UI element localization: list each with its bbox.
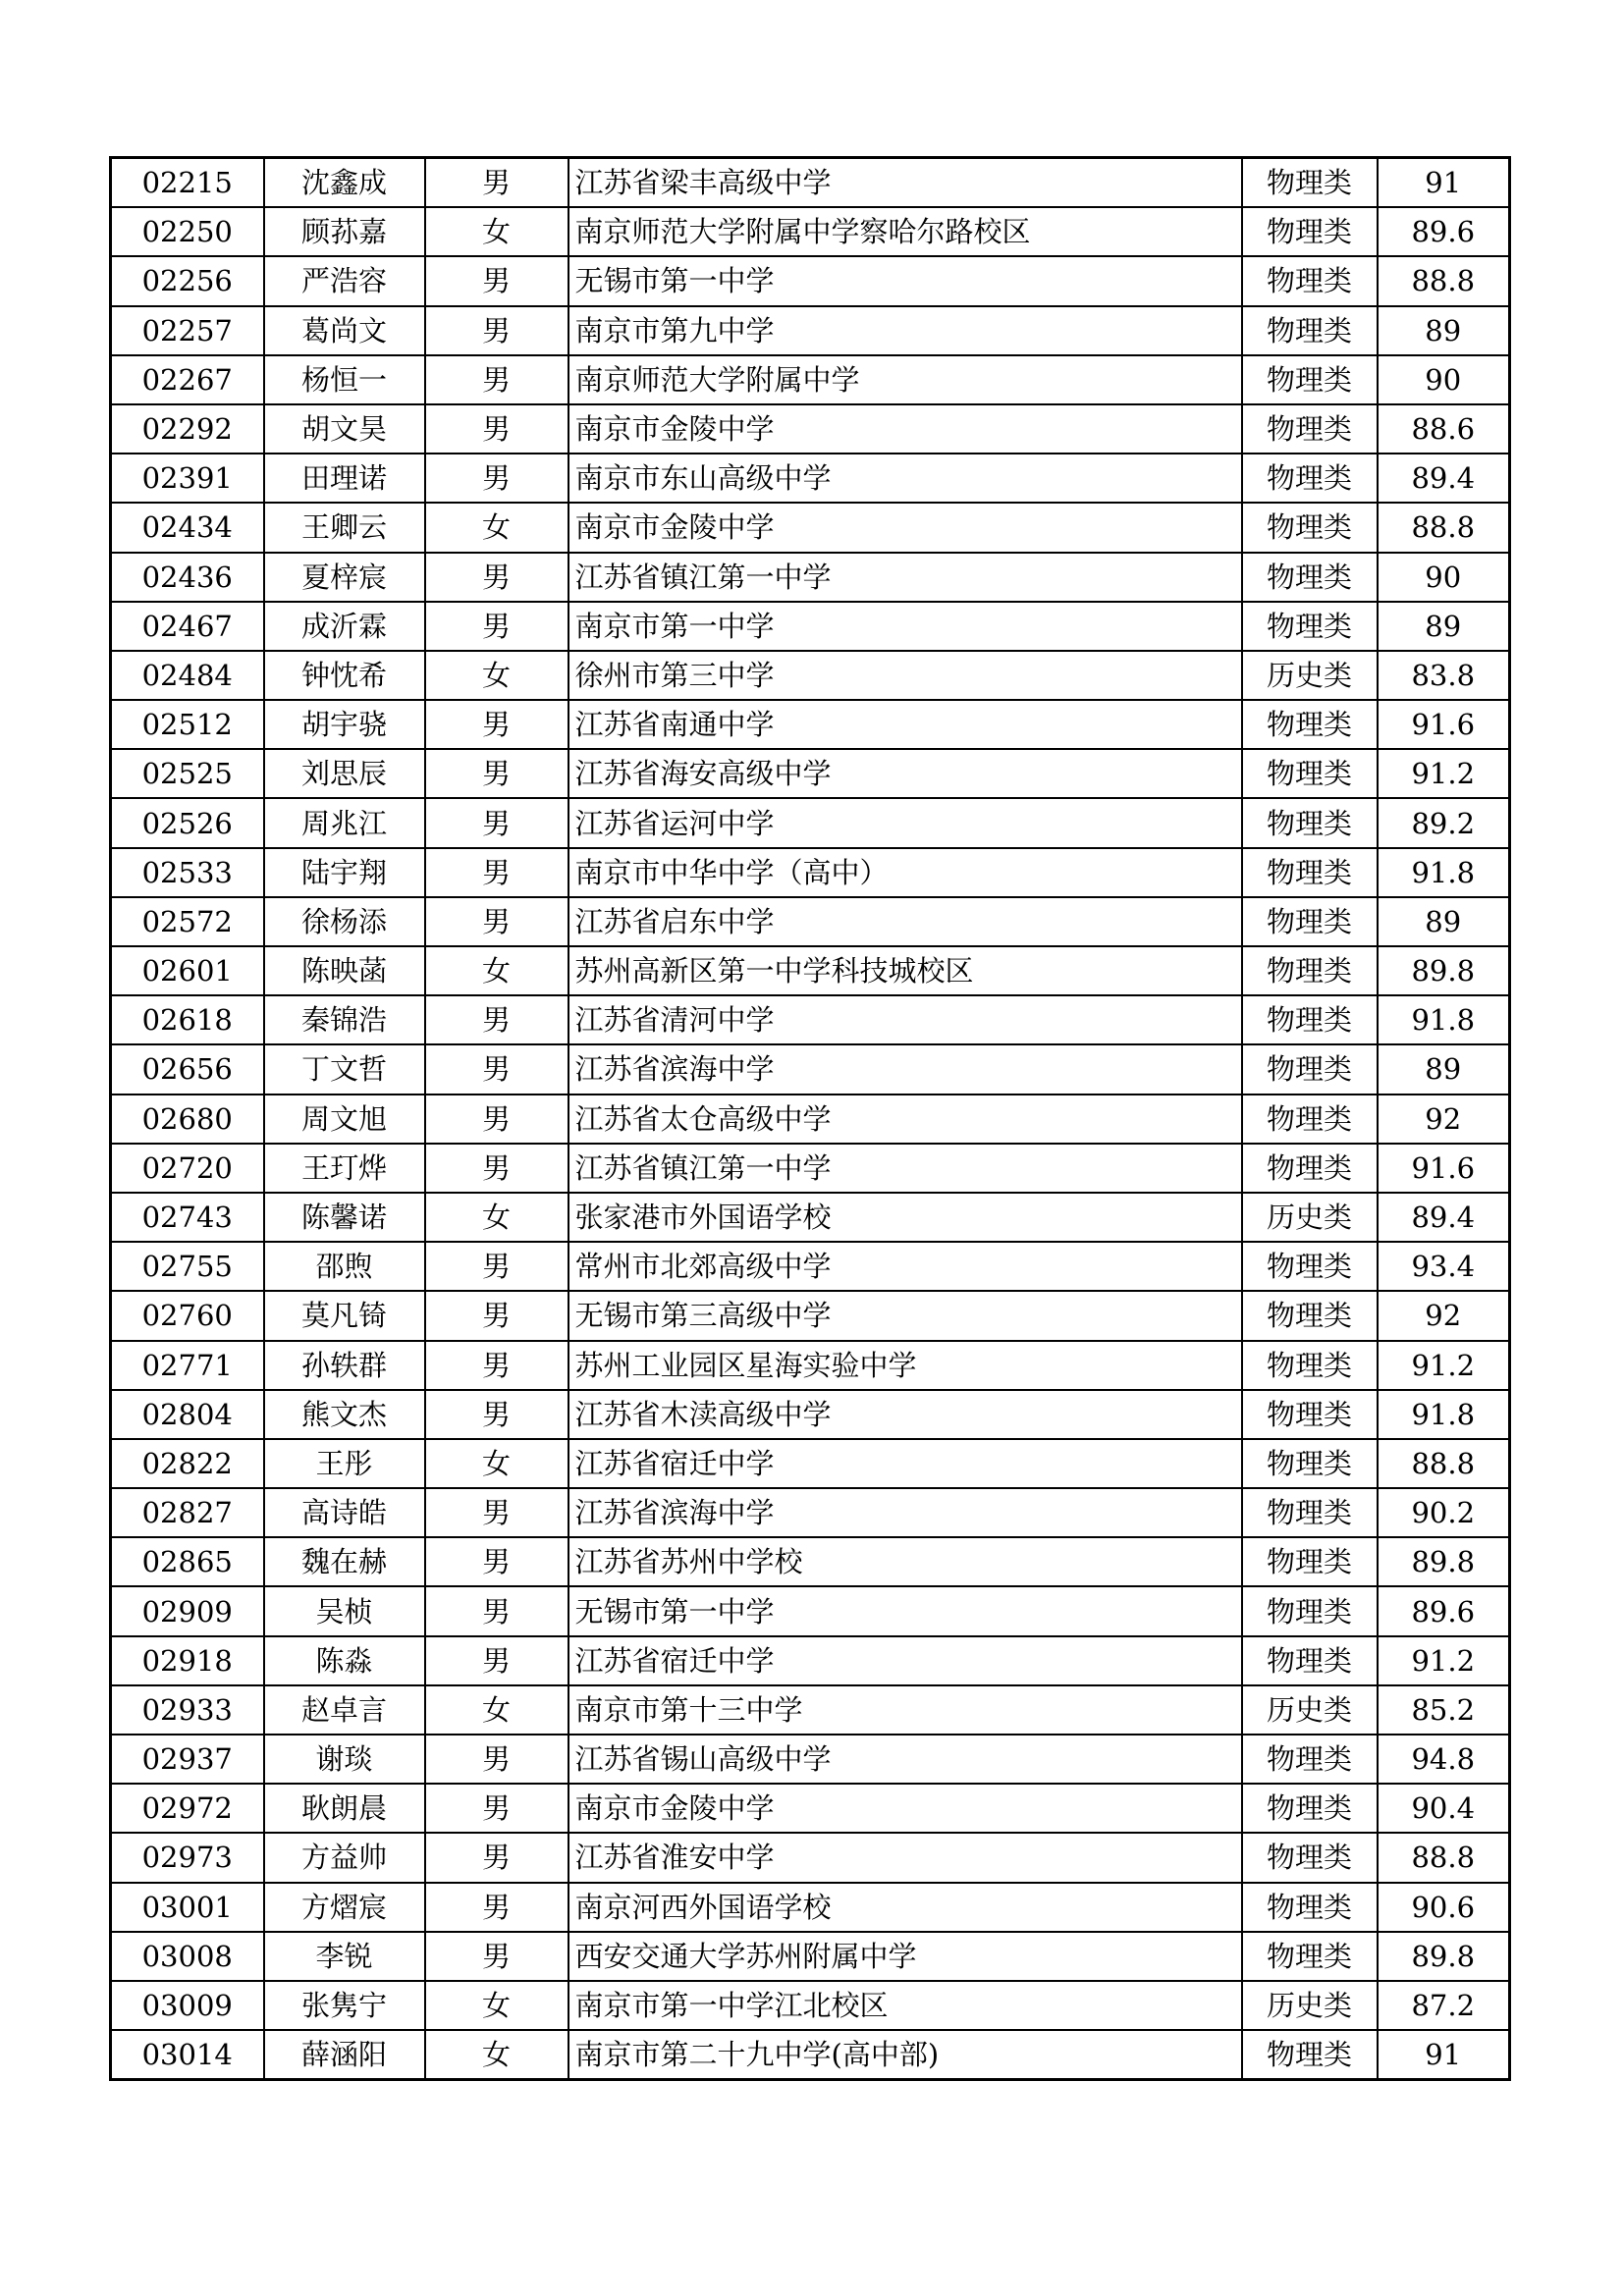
cell-school: 南京师范大学附属中学 (568, 355, 1242, 404)
cell-name: 熊文杰 (264, 1390, 425, 1439)
cell-candidate-id: 02391 (111, 454, 264, 503)
cell-name: 胡宇骁 (264, 700, 425, 749)
cell-candidate-id: 02601 (111, 946, 264, 995)
cell-school: 苏州高新区第一中学科技城校区 (568, 946, 1242, 995)
table-row (111, 1095, 1510, 1144)
cell-track: 物理类 (1242, 749, 1378, 798)
cell-track: 物理类 (1242, 946, 1378, 995)
cell-track: 历史类 (1242, 1193, 1378, 1242)
cell-school: 南京市第十三中学 (568, 1685, 1242, 1735)
cell-name: 丁文哲 (264, 1044, 425, 1094)
table-row (111, 1144, 1510, 1193)
cell-score: 88.8 (1378, 1439, 1510, 1488)
cell-school: 江苏省清河中学 (568, 995, 1242, 1044)
cell-school: 南京市第一中学江北校区 (568, 1981, 1242, 2030)
cell-gender: 男 (425, 897, 568, 946)
cell-candidate-id: 02743 (111, 1193, 264, 1242)
cell-track: 物理类 (1242, 700, 1378, 749)
cell-track: 物理类 (1242, 404, 1378, 454)
cell-school: 南京市金陵中学 (568, 1784, 1242, 1833)
cell-name: 沈鑫成 (264, 158, 425, 208)
cell-gender: 男 (425, 848, 568, 897)
cell-school: 江苏省淮安中学 (568, 1833, 1242, 1882)
cell-name: 邵煦 (264, 1242, 425, 1291)
cell-gender: 男 (425, 1883, 568, 1932)
cell-name: 葛尚文 (264, 306, 425, 355)
cell-score: 94.8 (1378, 1735, 1510, 1784)
cell-score: 91.6 (1378, 700, 1510, 749)
cell-candidate-id: 02618 (111, 995, 264, 1044)
table-row (111, 946, 1510, 995)
cell-school: 南京市金陵中学 (568, 503, 1242, 552)
cell-name: 孙轶群 (264, 1341, 425, 1390)
cell-track: 物理类 (1242, 1784, 1378, 1833)
cell-track: 物理类 (1242, 2030, 1378, 2080)
cell-candidate-id: 02865 (111, 1537, 264, 1586)
cell-school: 江苏省锡山高级中学 (568, 1735, 1242, 1784)
cell-candidate-id: 02972 (111, 1784, 264, 1833)
cell-name: 陈淼 (264, 1636, 425, 1685)
cell-name: 张隽宁 (264, 1981, 425, 2030)
cell-score: 92 (1378, 1095, 1510, 1144)
cell-score: 91.2 (1378, 1341, 1510, 1390)
cell-gender: 男 (425, 306, 568, 355)
cell-score: 89.6 (1378, 207, 1510, 256)
cell-school: 南京市第二十九中学(高中部) (568, 2030, 1242, 2080)
cell-candidate-id: 02257 (111, 306, 264, 355)
cell-school: 张家港市外国语学校 (568, 1193, 1242, 1242)
cell-school: 江苏省滨海中学 (568, 1488, 1242, 1537)
cell-score: 85.2 (1378, 1685, 1510, 1735)
cell-candidate-id: 03001 (111, 1883, 264, 1932)
cell-track: 物理类 (1242, 798, 1378, 847)
cell-score: 90.2 (1378, 1488, 1510, 1537)
cell-gender: 男 (425, 1242, 568, 1291)
cell-track: 物理类 (1242, 1242, 1378, 1291)
cell-candidate-id: 02680 (111, 1095, 264, 1144)
table-row (111, 848, 1510, 897)
cell-school: 江苏省海安高级中学 (568, 749, 1242, 798)
table-row (111, 256, 1510, 305)
cell-score: 90 (1378, 355, 1510, 404)
cell-track: 物理类 (1242, 256, 1378, 305)
cell-track: 物理类 (1242, 454, 1378, 503)
cell-gender: 男 (425, 553, 568, 602)
cell-name: 刘思辰 (264, 749, 425, 798)
cell-name: 陈馨诺 (264, 1193, 425, 1242)
table-row (111, 602, 1510, 651)
cell-score: 89.8 (1378, 1537, 1510, 1586)
cell-school: 无锡市第一中学 (568, 1586, 1242, 1635)
table-row (111, 1784, 1510, 1833)
cell-score: 90 (1378, 553, 1510, 602)
cell-name: 王卿云 (264, 503, 425, 552)
cell-school: 无锡市第三高级中学 (568, 1291, 1242, 1340)
cell-gender: 女 (425, 207, 568, 256)
cell-score: 91.2 (1378, 749, 1510, 798)
cell-school: 南京师范大学附属中学察哈尔路校区 (568, 207, 1242, 256)
cell-candidate-id: 03009 (111, 1981, 264, 2030)
cell-gender: 男 (425, 995, 568, 1044)
cell-school: 江苏省运河中学 (568, 798, 1242, 847)
cell-school: 江苏省梁丰高级中学 (568, 158, 1242, 208)
cell-candidate-id: 02526 (111, 798, 264, 847)
cell-name: 徐杨添 (264, 897, 425, 946)
cell-candidate-id: 02656 (111, 1044, 264, 1094)
table-row (111, 503, 1510, 552)
cell-gender: 男 (425, 454, 568, 503)
cell-gender: 男 (425, 700, 568, 749)
cell-name: 周兆江 (264, 798, 425, 847)
cell-track: 物理类 (1242, 1390, 1378, 1439)
cell-track: 历史类 (1242, 1981, 1378, 2030)
cell-school: 南京河西外国语学校 (568, 1883, 1242, 1932)
cell-gender: 男 (425, 256, 568, 305)
cell-score: 90.6 (1378, 1883, 1510, 1932)
cell-gender: 女 (425, 946, 568, 995)
cell-school: 南京市金陵中学 (568, 404, 1242, 454)
cell-gender: 男 (425, 355, 568, 404)
cell-gender: 男 (425, 1390, 568, 1439)
cell-school: 江苏省木渎高级中学 (568, 1390, 1242, 1439)
cell-track: 物理类 (1242, 1932, 1378, 1981)
cell-score: 89.6 (1378, 1586, 1510, 1635)
cell-candidate-id: 02760 (111, 1291, 264, 1340)
table-row (111, 454, 1510, 503)
table-row (111, 1488, 1510, 1537)
table-row (111, 553, 1510, 602)
cell-gender: 男 (425, 404, 568, 454)
table-row (111, 158, 1510, 208)
cell-candidate-id: 02827 (111, 1488, 264, 1537)
table-row (111, 2030, 1510, 2080)
table-row (111, 798, 1510, 847)
table-row (111, 306, 1510, 355)
cell-track: 物理类 (1242, 995, 1378, 1044)
table-row (111, 1685, 1510, 1735)
cell-candidate-id: 02525 (111, 749, 264, 798)
table-row (111, 1291, 1510, 1340)
cell-score: 88.8 (1378, 256, 1510, 305)
cell-gender: 女 (425, 651, 568, 700)
cell-candidate-id: 02484 (111, 651, 264, 700)
table-row (111, 1242, 1510, 1291)
cell-candidate-id: 02755 (111, 1242, 264, 1291)
cell-gender: 男 (425, 1735, 568, 1784)
table-row (111, 207, 1510, 256)
cell-score: 91.8 (1378, 848, 1510, 897)
table-row (111, 1537, 1510, 1586)
cell-candidate-id: 02909 (111, 1586, 264, 1635)
cell-track: 物理类 (1242, 897, 1378, 946)
cell-candidate-id: 03008 (111, 1932, 264, 1981)
cell-gender: 男 (425, 1537, 568, 1586)
cell-name: 李锐 (264, 1932, 425, 1981)
cell-track: 物理类 (1242, 1636, 1378, 1685)
cell-school: 常州市北郊高级中学 (568, 1242, 1242, 1291)
cell-school: 无锡市第一中学 (568, 256, 1242, 305)
cell-school: 江苏省南通中学 (568, 700, 1242, 749)
cell-name: 薛涵阳 (264, 2030, 425, 2080)
cell-score: 89.8 (1378, 1932, 1510, 1981)
table-row (111, 700, 1510, 749)
cell-name: 陈映菡 (264, 946, 425, 995)
cell-track: 物理类 (1242, 306, 1378, 355)
roster-table (109, 156, 1511, 2081)
cell-gender: 男 (425, 798, 568, 847)
cell-gender: 男 (425, 158, 568, 208)
cell-gender: 男 (425, 1291, 568, 1340)
cell-name: 杨恒一 (264, 355, 425, 404)
cell-name: 陆宇翔 (264, 848, 425, 897)
table-row (111, 1439, 1510, 1488)
cell-school: 徐州市第三中学 (568, 651, 1242, 700)
cell-name: 严浩容 (264, 256, 425, 305)
cell-score: 92 (1378, 1291, 1510, 1340)
cell-school: 南京市第一中学 (568, 602, 1242, 651)
cell-candidate-id: 02215 (111, 158, 264, 208)
cell-gender: 女 (425, 503, 568, 552)
cell-candidate-id: 02292 (111, 404, 264, 454)
cell-candidate-id: 02720 (111, 1144, 264, 1193)
cell-score: 89 (1378, 897, 1510, 946)
cell-school: 苏州工业园区星海实验中学 (568, 1341, 1242, 1390)
cell-track: 物理类 (1242, 1586, 1378, 1635)
table-row (111, 749, 1510, 798)
cell-track: 物理类 (1242, 1735, 1378, 1784)
cell-score: 89.8 (1378, 946, 1510, 995)
cell-name: 夏梓宸 (264, 553, 425, 602)
cell-track: 物理类 (1242, 1144, 1378, 1193)
cell-school: 南京市中华中学（高中） (568, 848, 1242, 897)
table-row (111, 355, 1510, 404)
cell-school: 江苏省宿迁中学 (568, 1439, 1242, 1488)
cell-score: 91.2 (1378, 1636, 1510, 1685)
table-row (111, 995, 1510, 1044)
cell-gender: 男 (425, 1095, 568, 1144)
cell-score: 87.2 (1378, 1981, 1510, 2030)
cell-candidate-id: 02973 (111, 1833, 264, 1882)
cell-candidate-id: 02434 (111, 503, 264, 552)
cell-name: 吴桢 (264, 1586, 425, 1635)
cell-name: 胡文昊 (264, 404, 425, 454)
cell-gender: 男 (425, 1144, 568, 1193)
cell-track: 历史类 (1242, 651, 1378, 700)
table-row (111, 1833, 1510, 1882)
cell-track: 物理类 (1242, 355, 1378, 404)
cell-track: 历史类 (1242, 1685, 1378, 1735)
cell-score: 89 (1378, 602, 1510, 651)
cell-candidate-id: 02436 (111, 553, 264, 602)
cell-track: 物理类 (1242, 207, 1378, 256)
cell-score: 93.4 (1378, 1242, 1510, 1291)
cell-gender: 男 (425, 1341, 568, 1390)
cell-track: 物理类 (1242, 1488, 1378, 1537)
cell-gender: 女 (425, 1439, 568, 1488)
cell-score: 89 (1378, 1044, 1510, 1094)
table-row (111, 1044, 1510, 1094)
table-row (111, 1981, 1510, 2030)
cell-score: 88.8 (1378, 1833, 1510, 1882)
cell-school: 江苏省太仓高级中学 (568, 1095, 1242, 1144)
cell-gender: 男 (425, 1932, 568, 1981)
cell-candidate-id: 02467 (111, 602, 264, 651)
cell-name: 王玎烨 (264, 1144, 425, 1193)
table-row (111, 404, 1510, 454)
cell-name: 方熠宸 (264, 1883, 425, 1932)
cell-track: 物理类 (1242, 1291, 1378, 1340)
cell-school: 南京市第九中学 (568, 306, 1242, 355)
cell-name: 成沂霖 (264, 602, 425, 651)
cell-track: 物理类 (1242, 1439, 1378, 1488)
cell-track: 物理类 (1242, 1341, 1378, 1390)
cell-school: 西安交通大学苏州附属中学 (568, 1932, 1242, 1981)
cell-track: 物理类 (1242, 1095, 1378, 1144)
cell-candidate-id: 02512 (111, 700, 264, 749)
cell-gender: 男 (425, 1044, 568, 1094)
cell-score: 91 (1378, 2030, 1510, 2080)
cell-score: 91 (1378, 158, 1510, 208)
cell-name: 王彤 (264, 1439, 425, 1488)
table-row (111, 1390, 1510, 1439)
cell-school: 江苏省启东中学 (568, 897, 1242, 946)
cell-score: 91.8 (1378, 1390, 1510, 1439)
cell-school: 江苏省镇江第一中学 (568, 553, 1242, 602)
cell-name: 秦锦浩 (264, 995, 425, 1044)
cell-score: 90.4 (1378, 1784, 1510, 1833)
cell-gender: 男 (425, 749, 568, 798)
table-row (111, 1193, 1510, 1242)
cell-track: 物理类 (1242, 1833, 1378, 1882)
cell-name: 周文旭 (264, 1095, 425, 1144)
cell-gender: 男 (425, 1586, 568, 1635)
cell-candidate-id: 02533 (111, 848, 264, 897)
cell-candidate-id: 02937 (111, 1735, 264, 1784)
cell-score: 88.8 (1378, 503, 1510, 552)
cell-school: 南京市东山高级中学 (568, 454, 1242, 503)
cell-track: 物理类 (1242, 158, 1378, 208)
cell-name: 赵卓言 (264, 1685, 425, 1735)
cell-name: 莫凡锜 (264, 1291, 425, 1340)
table-row (111, 1883, 1510, 1932)
cell-gender: 男 (425, 1488, 568, 1537)
table-row (111, 1932, 1510, 1981)
cell-candidate-id: 02267 (111, 355, 264, 404)
cell-track: 物理类 (1242, 503, 1378, 552)
cell-candidate-id: 03014 (111, 2030, 264, 2080)
cell-name: 方益帅 (264, 1833, 425, 1882)
cell-school: 江苏省苏州中学校 (568, 1537, 1242, 1586)
cell-name: 魏在赫 (264, 1537, 425, 1586)
cell-gender: 男 (425, 1833, 568, 1882)
cell-gender: 男 (425, 602, 568, 651)
cell-school: 江苏省宿迁中学 (568, 1636, 1242, 1685)
cell-gender: 女 (425, 1981, 568, 2030)
cell-score: 89.4 (1378, 454, 1510, 503)
cell-candidate-id: 02822 (111, 1439, 264, 1488)
cell-score: 91.6 (1378, 1144, 1510, 1193)
cell-school: 江苏省滨海中学 (568, 1044, 1242, 1094)
cell-track: 物理类 (1242, 553, 1378, 602)
cell-name: 耿朗晨 (264, 1784, 425, 1833)
cell-candidate-id: 02771 (111, 1341, 264, 1390)
cell-candidate-id: 02933 (111, 1685, 264, 1735)
cell-gender: 男 (425, 1636, 568, 1685)
cell-track: 物理类 (1242, 1044, 1378, 1094)
cell-track: 物理类 (1242, 848, 1378, 897)
cell-gender: 男 (425, 1784, 568, 1833)
cell-candidate-id: 02250 (111, 207, 264, 256)
table-row (111, 1636, 1510, 1685)
cell-candidate-id: 02572 (111, 897, 264, 946)
cell-candidate-id: 02804 (111, 1390, 264, 1439)
cell-score: 91.8 (1378, 995, 1510, 1044)
cell-track: 物理类 (1242, 602, 1378, 651)
cell-name: 顾荪嘉 (264, 207, 425, 256)
table-row (111, 1586, 1510, 1635)
cell-name: 谢琰 (264, 1735, 425, 1784)
cell-score: 83.8 (1378, 651, 1510, 700)
cell-gender: 女 (425, 1193, 568, 1242)
cell-score: 88.6 (1378, 404, 1510, 454)
cell-school: 江苏省镇江第一中学 (568, 1144, 1242, 1193)
roster-body (111, 158, 1510, 2080)
cell-score: 89.2 (1378, 798, 1510, 847)
cell-track: 物理类 (1242, 1537, 1378, 1586)
cell-score: 89.4 (1378, 1193, 1510, 1242)
cell-name: 高诗皓 (264, 1488, 425, 1537)
cell-name: 田理诺 (264, 454, 425, 503)
table-row (111, 897, 1510, 946)
cell-gender: 女 (425, 2030, 568, 2080)
table-row (111, 1341, 1510, 1390)
cell-score: 89 (1378, 306, 1510, 355)
cell-candidate-id: 02256 (111, 256, 264, 305)
cell-candidate-id: 02918 (111, 1636, 264, 1685)
cell-gender: 女 (425, 1685, 568, 1735)
table-row (111, 1735, 1510, 1784)
cell-track: 物理类 (1242, 1883, 1378, 1932)
cell-name: 钟忱希 (264, 651, 425, 700)
table-row (111, 651, 1510, 700)
